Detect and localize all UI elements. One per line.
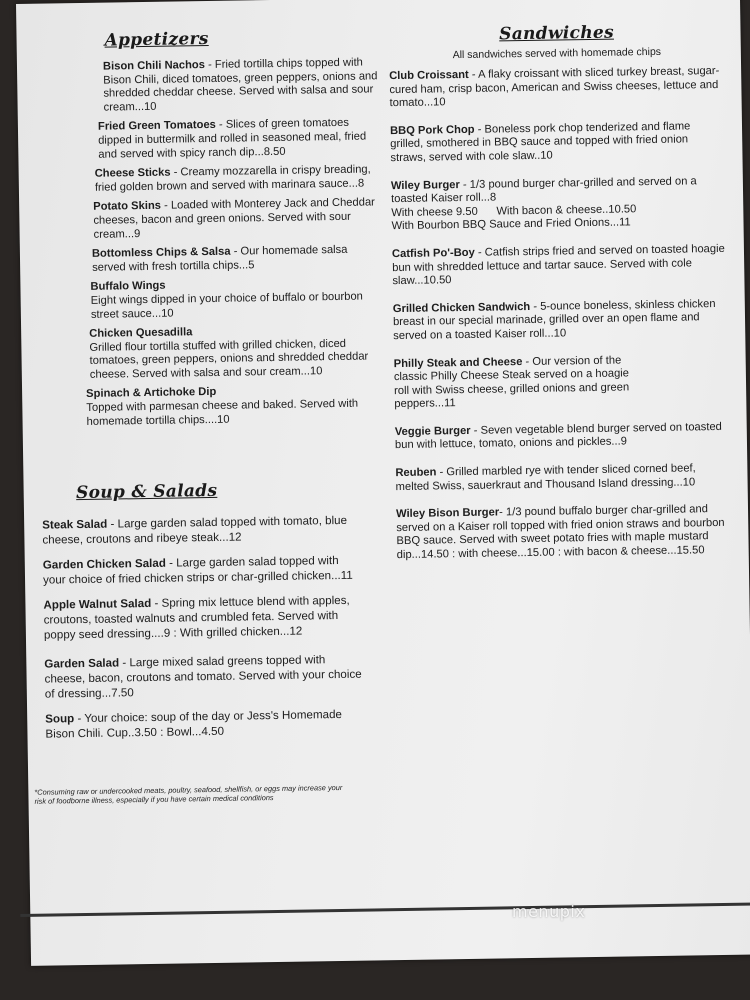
item-desc: - Large mixed salad greens topped with cheese, bacon, croutons and tomato. Served with your choice of dressing...7.50	[44, 653, 362, 701]
item-name: Philly Steak and Cheese	[393, 355, 523, 370]
soups-salads-section	[42, 479, 366, 752]
menu-item	[66, 277, 385, 323]
menu-item	[65, 163, 383, 195]
item-desc: Eight wings dipped in your choice of buffalo or bourbon street sauce...10	[90, 290, 363, 321]
item-desc: - Boneless pork chop tenderized and flame grilled, smothered in BBQ sauce and topped with fried onion straws, served with cole slaw..10	[390, 120, 691, 165]
soups-heading: Soup & Salads	[75, 480, 218, 504]
item-desc: - Your choice: soup of the day or Jess's Homemade Bison Chili. Cup..3.50 : Bowl...4.50	[45, 707, 343, 741]
item-desc: Topped with parmesan cheese and baked. Served with homemade tortilla chips....10	[86, 397, 359, 428]
item-name: Bottomless Chips & Salsa	[91, 245, 231, 260]
sandwiches-heading: Sandwiches	[499, 22, 615, 45]
menu-item	[389, 65, 726, 111]
menu-item	[64, 117, 383, 163]
item-name: Apple Walnut Salad	[43, 596, 152, 612]
item-desc: - 1/3 pound burger char-grilled and served on a toasted Kaiser roll...8	[391, 174, 697, 206]
item-name: Buffalo Wings	[90, 279, 166, 294]
item-name: Bison Chili Nachos	[102, 59, 206, 73]
item-desc: - Creamy mozzarella in crispy breading, fried golden brown and served with marinara sauce...8	[94, 163, 371, 194]
menu-item	[63, 56, 382, 115]
item-name: Reuben	[395, 466, 437, 480]
item-desc: - Large garden salad topped with tomato, blue cheese, croutons and ribeye steak...12	[42, 513, 348, 547]
item-desc: - Seven vegetable blend burger served on toasted bun with lettuce, tomato, onions and pickles...9	[394, 420, 722, 452]
item-name: Garden Salad	[44, 656, 120, 671]
menu-item	[394, 352, 731, 412]
menu-item	[396, 503, 733, 563]
item-option: With Bourbon BBQ Sauce and Fried Onions...11	[391, 216, 631, 233]
item-desc: - A flaky croissant with sliced turkey breast, sugar-cured ham, crisp bacon, American and Swiss cheeses, lettuce and tomato...10	[389, 64, 720, 110]
item-desc: - Loaded with Monterey Jack and Cheddar cheeses, bacon and green onions. Served with sour cream...9	[93, 196, 375, 241]
item-desc: - Catfish strips fried and served on toasted hoagie bun with shredded lettuce and tartar sauce. Served with cole slaw...10.50	[392, 242, 725, 288]
menupix-watermark: menupix	[512, 902, 586, 921]
item-name: Wiley Burger	[390, 178, 460, 192]
item-name: Chicken Quesadilla	[89, 326, 193, 340]
appetizers-section	[62, 26, 386, 435]
item-desc: - Spring mix lettuce blend with apples, croutons, toasted walnuts and crumbled feta. Served with poppy seed dressing....9 : With grilled chicken...12	[43, 593, 350, 642]
item-name: Fried Green Tomatoes	[97, 119, 216, 134]
sandwiches-subtitle: All sandwiches served with homemade chips	[452, 45, 662, 62]
menu-item	[390, 120, 727, 166]
menu-item	[391, 174, 728, 234]
item-desc: - Large garden salad topped with your choice of fried chicken strips or char-grilled chicken...11	[42, 554, 353, 587]
item-name: Grilled Chicken Sandwich	[392, 300, 531, 315]
item-name: Steak Salad	[42, 517, 108, 532]
menu-item	[65, 197, 384, 243]
item-desc: - Grilled marbled rye with tender sliced corned beef, melted Swiss, sauerkraut and Thousand Island dressing...10	[395, 462, 696, 493]
sandwiches-section	[388, 21, 733, 577]
item-name: BBQ Pork Chop	[389, 123, 475, 137]
menu-item	[66, 243, 384, 275]
menu-item	[45, 707, 365, 742]
menu-item	[67, 323, 386, 382]
appetizers-heading: Appetizers	[104, 28, 209, 51]
menu-item	[68, 384, 387, 430]
menu-item	[395, 421, 731, 453]
item-desc: - 1/3 pound buffalo burger char-grilled and served on a Kaiser roll topped with fried onion straws and bourbon BBQ sauce. Served with sweet potato fries with maple mustard dip...14.50 : with cheese...15.00 : with bacon & cheese...15.50	[396, 503, 725, 562]
item-desc: - Our homemade salsa served with fresh tortilla chips...5	[92, 243, 348, 274]
item-name: Garden Chicken Salad	[42, 556, 166, 572]
item-name: Club Croissant	[389, 68, 469, 83]
menu-item	[393, 298, 730, 344]
item-desc: Grilled flour tortilla stuffed with grilled chicken, diced tomatoes, green peppers, onions and shredded cheddar cheese. Served with salsa and sour cream...10	[89, 337, 369, 381]
item-name: Veggie Burger	[394, 424, 471, 438]
item-desc: - Fried tortilla chips topped with Bison Chili, diced tomatoes, green peppers, onions and shredded cheddar cheese. Served with salsa and sour cream...10	[103, 56, 378, 114]
item-name: Spinach & Artichoke Dip	[86, 386, 217, 401]
menu-item	[43, 553, 363, 588]
item-option: With cheese 9.50 With bacon & cheese..10.50	[391, 203, 637, 219]
item-desc: - Slices of green tomatoes dipped in buttermilk and rolled in seasoned meal, fried and served with spicy ranch dip...8.50	[98, 117, 367, 161]
item-name: Soup	[45, 712, 75, 726]
item-name: Wiley Bison Burger	[395, 506, 500, 521]
item-desc: - 5-ounce boneless, skinless chicken breast in our special marinade, grilled over an open flame and served on a toasted Kaiser roll...10	[392, 297, 716, 343]
menu-item	[42, 513, 362, 548]
bottom-rule	[20, 902, 750, 917]
menu-item	[43, 593, 364, 643]
item-name: Catfish Po'-Boy	[391, 246, 475, 261]
item-name: Cheese Sticks	[94, 166, 171, 180]
item-name: Potato Skins	[93, 200, 162, 214]
menu-item	[392, 243, 729, 289]
menu-item	[395, 462, 731, 494]
food-safety-disclaimer: *Consuming raw or undercooked meats, poultry, seafood, shellfish, or eggs may increase your risk of foodborne illness, especially if you have certain medical conditions	[34, 782, 343, 806]
menu-page	[16, 0, 750, 966]
item-desc: - Our version of the classic Philly Cheese Steak served on a hoagie roll with Swiss cheese, grilled onions and green peppers...11	[393, 354, 630, 411]
menu-item	[44, 652, 365, 702]
